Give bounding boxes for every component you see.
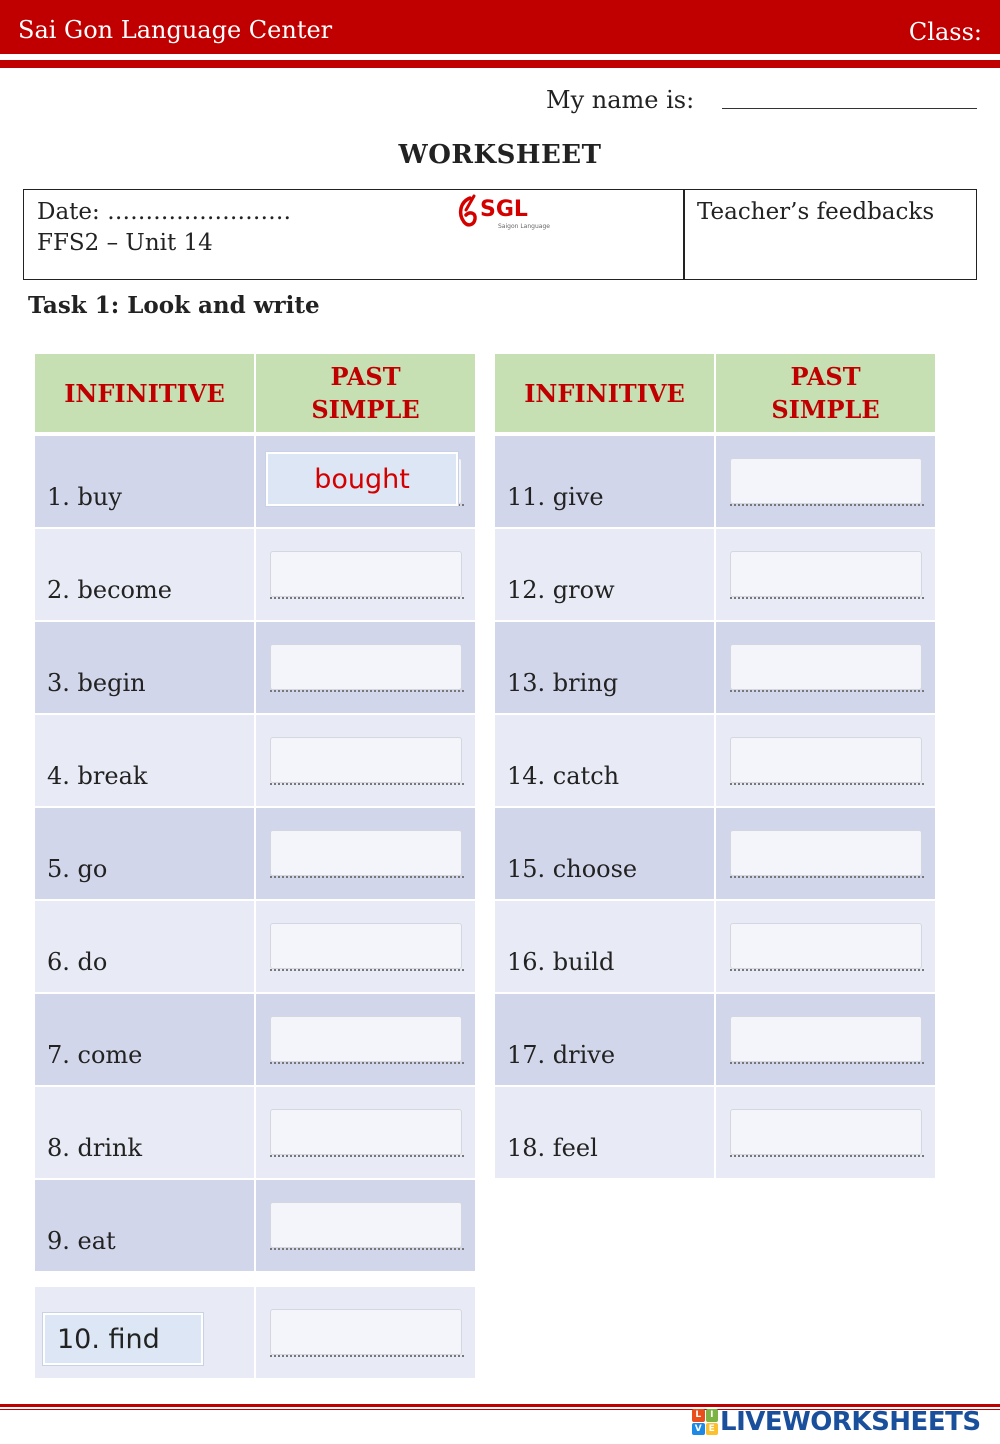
past-simple-cell	[716, 529, 935, 620]
infinitive-cell	[35, 622, 254, 713]
table-row	[495, 715, 935, 806]
verb-label: 2. become	[47, 576, 172, 604]
table-row	[495, 994, 935, 1085]
past-simple-cell	[256, 994, 475, 1085]
sgl-logo	[456, 192, 556, 234]
liveworksheets-logo	[692, 1406, 981, 1438]
answer-input[interactable]	[730, 737, 922, 783]
header-infinitive: INFINITIVE	[495, 354, 714, 432]
table-row	[495, 1087, 935, 1178]
verb-label: 5. go	[47, 855, 108, 883]
table-row	[495, 436, 935, 527]
verb-label: 1. buy	[47, 483, 122, 511]
answer-input[interactable]	[270, 551, 462, 597]
verb-label: 14. catch	[507, 762, 620, 790]
past-simple-cell	[716, 901, 935, 992]
table-row	[35, 1087, 475, 1178]
dotted-line	[730, 1062, 924, 1064]
verb-label: 15. choose	[507, 855, 638, 883]
verb-label: 7. come	[47, 1041, 143, 1069]
infinitive-cell	[35, 529, 254, 620]
answer-input[interactable]	[270, 1016, 462, 1062]
dotted-line	[270, 597, 464, 599]
liveworksheets-brand: LIVEWORKSHEETS	[720, 1407, 981, 1437]
answer-input[interactable]	[270, 1109, 462, 1155]
table-row	[495, 808, 935, 899]
dotted-line	[730, 597, 924, 599]
answer-input[interactable]	[730, 923, 922, 969]
answer-input[interactable]	[730, 1109, 922, 1155]
past-simple-cell	[716, 994, 935, 1085]
liveworksheets-icon: L I V E	[692, 1409, 718, 1435]
dotted-line	[270, 969, 464, 971]
answer-input[interactable]	[730, 1016, 922, 1062]
header-infinitive: INFINITIVE	[35, 354, 254, 432]
table-row	[495, 529, 935, 620]
verb-label: 13. bring	[507, 669, 619, 697]
answer-input[interactable]	[730, 551, 922, 597]
my-name-label: My name is:	[546, 86, 695, 114]
infinitive-cell	[495, 994, 714, 1085]
past-simple-cell	[716, 715, 935, 806]
table-row	[35, 436, 475, 527]
infinitive-cell	[35, 1180, 254, 1271]
dotted-line	[270, 783, 464, 785]
table-row	[35, 901, 475, 992]
infinitive-cell	[495, 622, 714, 713]
past-simple-cell	[716, 1087, 935, 1178]
table-row	[495, 622, 935, 713]
infinitive-cell	[495, 1087, 714, 1178]
logo-text: SGL	[480, 197, 528, 222]
verb-label: 4. break	[47, 762, 148, 790]
dotted-line	[270, 876, 464, 878]
verb-label: 18. feel	[507, 1134, 598, 1162]
verb-label: 10. find	[43, 1313, 203, 1365]
infinitive-cell	[35, 1087, 254, 1178]
infinitive-cell	[495, 529, 714, 620]
past-simple-cell	[256, 436, 475, 527]
worksheet-title: WORKSHEET	[398, 140, 602, 170]
dotted-line	[730, 876, 924, 878]
header-past-simple: PAST SIMPLE	[716, 354, 935, 432]
date-field: Date: ……………………	[37, 199, 292, 225]
table-row	[35, 808, 475, 899]
header-bar	[0, 0, 1000, 54]
answer-input[interactable]	[270, 737, 462, 783]
table-row	[35, 622, 475, 713]
table-row	[495, 901, 935, 992]
answer-value[interactable]: bought	[266, 452, 458, 506]
dotted-line	[730, 690, 924, 692]
task-title: Task 1: Look and write	[28, 292, 320, 319]
past-simple-cell	[716, 808, 935, 899]
table-row	[35, 715, 475, 806]
infinitive-cell	[35, 1287, 254, 1378]
past-simple-cell	[256, 901, 475, 992]
header-divider	[0, 56, 1000, 58]
infinitive-cell	[35, 808, 254, 899]
dotted-line	[270, 690, 464, 692]
past-simple-cell	[256, 715, 475, 806]
dotted-line	[270, 1355, 464, 1357]
verb-label: 16. build	[507, 948, 615, 976]
past-simple-cell	[256, 529, 475, 620]
past-simple-cell	[256, 808, 475, 899]
verb-label: 6. do	[47, 948, 108, 976]
dotted-line	[730, 969, 924, 971]
answer-input[interactable]	[270, 1202, 462, 1248]
dotted-line	[730, 1155, 924, 1157]
teacher-feedback-label: Teacher’s feedbacks	[697, 199, 935, 225]
past-simple-cell	[256, 1087, 475, 1178]
verb-label: 12. grow	[507, 576, 615, 604]
infinitive-cell	[35, 901, 254, 992]
infinitive-cell	[35, 994, 254, 1085]
infinitive-cell	[35, 436, 254, 527]
answer-input[interactable]	[270, 1309, 462, 1355]
dotted-line	[730, 504, 924, 506]
table-row	[35, 994, 475, 1085]
verb-label: 17. drive	[507, 1041, 616, 1069]
verb-label: 9. eat	[47, 1227, 116, 1255]
answer-input[interactable]	[270, 830, 462, 876]
answer-input[interactable]	[270, 644, 462, 690]
verb-label: 11. give	[507, 483, 604, 511]
answer-input[interactable]	[270, 923, 462, 969]
infinitive-cell	[495, 715, 714, 806]
table-row	[35, 1180, 475, 1271]
header-past-simple: PAST SIMPLE	[256, 354, 475, 432]
name-line	[722, 108, 977, 109]
dotted-line	[730, 783, 924, 785]
answer-input[interactable]	[730, 458, 922, 504]
dotted-line	[270, 1248, 464, 1250]
header-underline	[0, 60, 1000, 68]
info-divider	[683, 190, 685, 279]
unit-label: FFS2 – Unit 14	[37, 230, 213, 256]
center-name: Sai Gon Language Center	[18, 16, 333, 44]
verb-label: 3. begin	[47, 669, 146, 697]
logo-subtext: Saigon Language	[498, 223, 550, 230]
infinitive-cell	[495, 901, 714, 992]
answer-input[interactable]	[730, 644, 922, 690]
infinitive-cell	[35, 715, 254, 806]
infinitive-cell	[495, 436, 714, 527]
table-row	[35, 1287, 475, 1378]
past-simple-cell	[256, 622, 475, 713]
table-row	[35, 529, 475, 620]
answer-input[interactable]	[730, 830, 922, 876]
past-simple-cell	[716, 622, 935, 713]
class-label: Class:	[908, 18, 982, 46]
verb-label: 8. drink	[47, 1134, 143, 1162]
dotted-line	[270, 1062, 464, 1064]
info-box	[23, 189, 977, 280]
dotted-line	[270, 1155, 464, 1157]
infinitive-cell	[495, 808, 714, 899]
past-simple-cell	[716, 436, 935, 527]
past-simple-cell	[256, 1287, 475, 1378]
past-simple-cell	[256, 1180, 475, 1271]
